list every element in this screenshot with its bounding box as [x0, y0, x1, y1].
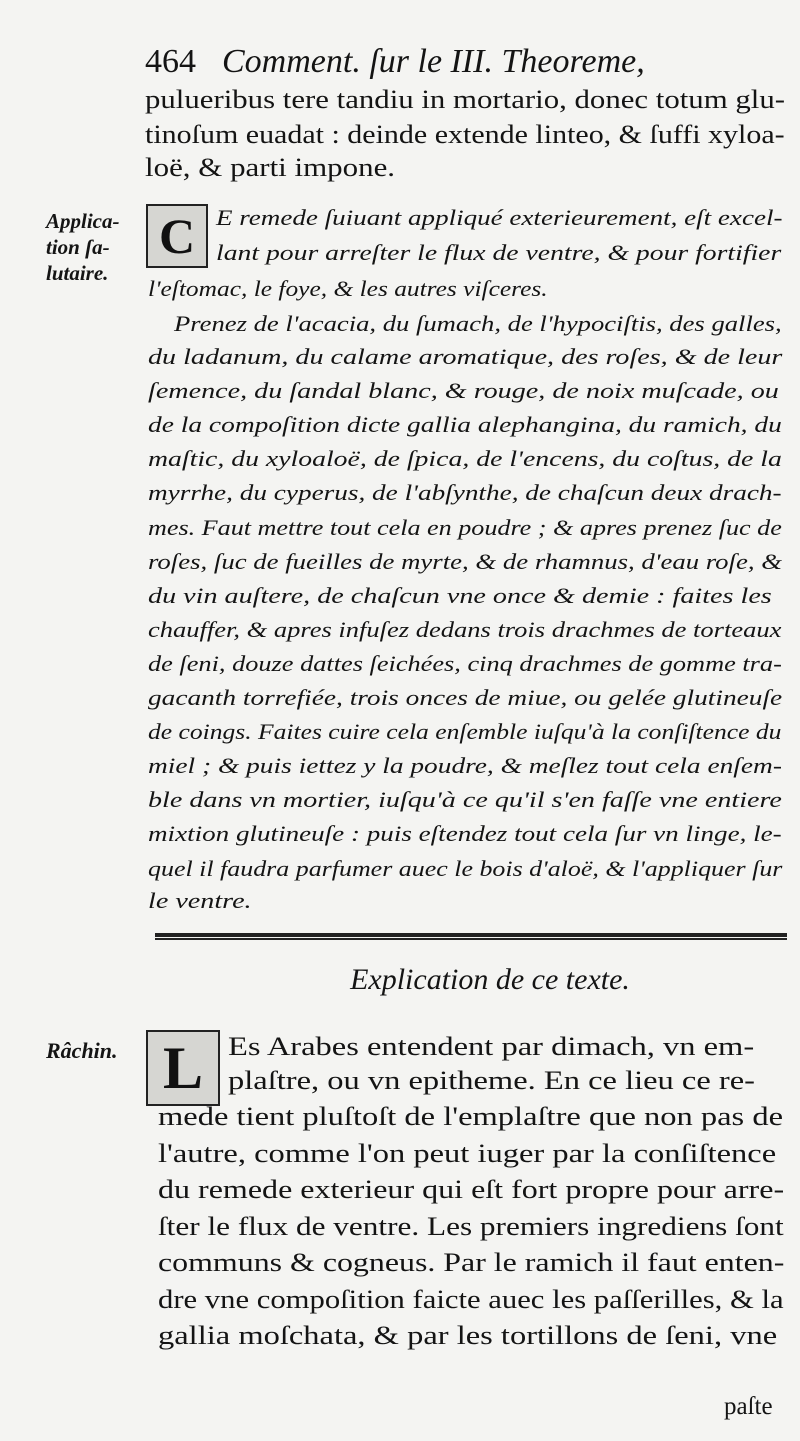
- section-rule: [155, 933, 787, 940]
- text-line: mes. Faut mettre tout cela en poudre ; & apres prenez ſuc de: [148, 514, 782, 540]
- running-header: [145, 42, 785, 82]
- text-line: ble dans vn mortier, iuſqu'à ce qu'il s'en faſſe vne entiere: [148, 787, 782, 813]
- text-line: maſtic, du xyloaloë, de ſpica, de l'encens, du coſtus, de la: [148, 446, 782, 472]
- text-line: dre vne compoſition faicte auec les paſſerilles, & la: [158, 1284, 784, 1314]
- text-line: gacanth torrefiée, trois onces de miue, ou gelée glutineuſe: [148, 685, 783, 710]
- text-line: l'autre, comme l'on peut iuger par la conſiſtence: [158, 1138, 777, 1168]
- section-heading: Explication de ce texte.: [350, 963, 630, 996]
- text-line: chauffer, & apres infuſez dedans trois drachmes de torteaux: [148, 616, 782, 642]
- drop-cap-c: C: [146, 204, 208, 268]
- text-line: ſemence, du ſandal blanc, & rouge, de noix muſcade, ou: [148, 378, 779, 404]
- text-line: roſes, ſuc de fueilles de myrte, & de rhamnus, d'eau roſe, &: [148, 548, 783, 574]
- text-line: mixtion glutineuſe : puis eſtendez tout cela ſur vn linge, le-: [148, 821, 782, 847]
- text-line: l'eſtomac, le foye, & les autres viſceres.: [148, 276, 548, 301]
- running-title: Comment. ſur le III. Theoreme,: [222, 43, 645, 80]
- margin-note-rachin: Râchin.: [46, 1038, 118, 1063]
- margin-note-application: Applica- tion ſa- lutaire.: [46, 209, 120, 285]
- text-line: ſter le flux de ventre. Les premiers ingrediens ſont: [158, 1211, 784, 1241]
- text-line: myrrhe, du cyperus, de l'abſynthe, de chaſcun deux drach-: [148, 480, 782, 506]
- text-line: du remede exterieur qui eſt fort propre pour arre-: [158, 1175, 785, 1204]
- text-line: quel il faudra parfumer auec le bois d'aloë, & l'appliquer ſur: [148, 855, 783, 881]
- text-line: Prenez de l'acacia, du ſumach, de l'hypociſtis, des galles,: [174, 311, 782, 336]
- text-line: de la compoſition dicte gallia alephangina, du ramich, du: [148, 412, 782, 438]
- text-line: de ſeni, douze dattes ſeichées, cinq drachmes de gomme tra-: [148, 650, 782, 676]
- text-line: le ventre.: [148, 888, 252, 913]
- text-line: plaſtre, ou vn epitheme. En ce lieu ce re-: [228, 1066, 755, 1095]
- page-number: 464: [145, 43, 196, 80]
- text-line: E remede ſuiuant appliqué exterieurement, eſt excel-: [216, 205, 783, 230]
- text-line: gallia moſchata, & par les tortillons de ſeni, vne: [158, 1321, 778, 1350]
- text-line: miel ; & puis iettez y la poudre, & meſlez tout cela enſem-: [148, 753, 782, 779]
- text-line: du vin auſtere, de chaſcun vne once & demie : faites les: [148, 582, 772, 608]
- text-line: lant pour arreſter le flux de ventre, & pour fortifier: [216, 240, 782, 265]
- text-line: du ladanum, du calame aromatique, des roſes, & de leur: [148, 344, 783, 369]
- text-line: mede tient pluſtoſt de l'emplaſtre que non pas de: [158, 1102, 783, 1131]
- drop-cap-l: L: [146, 1030, 220, 1106]
- text-line: tinoſum euadat : deinde extende linteo, & ſuffi xyloa-: [145, 120, 785, 149]
- text-line: Es Arabes entendent par dimach, vn em-: [228, 1032, 755, 1061]
- catchword: paſte: [724, 1393, 773, 1420]
- text-line: pulueribus tere tandiu in mortario, donec totum glu-: [145, 85, 786, 114]
- text-line: de coings. Faites cuire cela enſemble iuſqu'à la conſiſtence du: [148, 719, 782, 745]
- text-line: loë, & parti impone.: [145, 153, 396, 182]
- text-line: communs & cogneus. Par le ramich il faut enten-: [158, 1248, 785, 1277]
